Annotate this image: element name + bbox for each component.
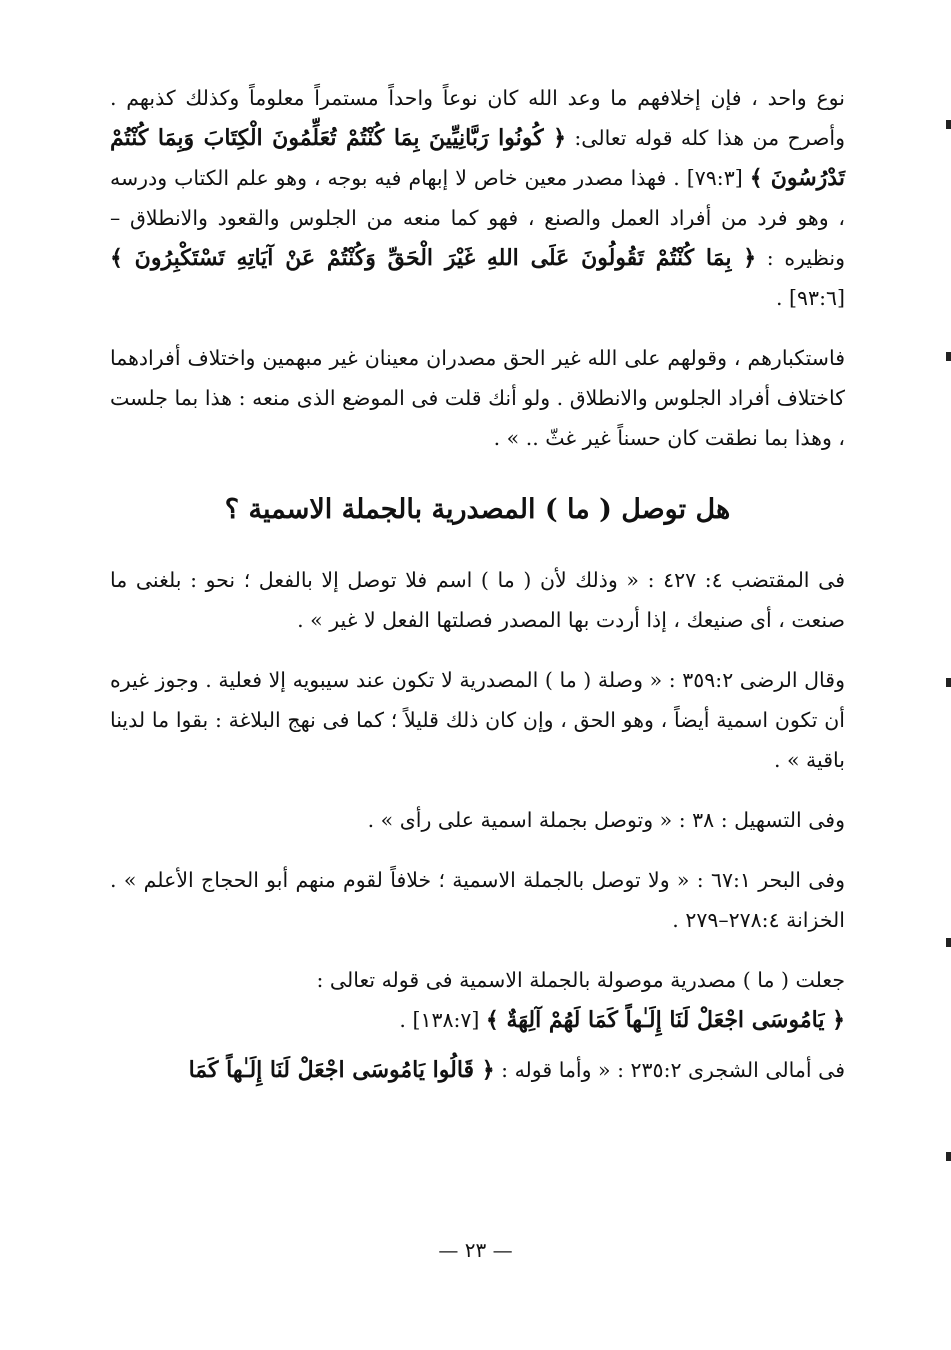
page-body xyxy=(110,78,845,1090)
margin-mark xyxy=(946,678,951,687)
margin-mark xyxy=(946,938,951,947)
paragraph-1 xyxy=(110,78,845,318)
quran-ref-1: [٧٩:٣] . xyxy=(666,166,743,190)
paragraph-2: فاستكبارهم ، وقولهم على الله غير الحق مصدران معينان غير مبهمين واختلاف أفرادهما كاختلاف أفراد الجلوس والانطلاق . ولو أنك قلت فى الموضع الذى منعه : هذا بما جلست ، وهذا بما نطقت كان حسناً غير غثّ .. » . xyxy=(110,346,845,450)
quran-ref-2: [٩٣:٦] . xyxy=(776,286,845,310)
quran-quote-4: ﴿ قَالُوا يَامُوسَى اجْعَلْ لَنَا إِلَـٰهاً كَمَا xyxy=(188,1057,495,1083)
quran-quote-3: ﴿ يَامُوسَى اجْعَلْ لَنَا إِلَـٰهاً كَمَا لَهُمْ آلِهَةٌ ﴾ xyxy=(485,1007,845,1033)
paragraph-4: وقال الرضى ٣٥٩:٢ : « وصلة ( ما ) المصدرية لا تكون عند سيبويه إلا فعلية . وجوز غيره أن تكون اسمية أيضاً ، وهو الحق ، وإن كان ذلك قليلاً ؛ كما فى نهج البلاغة : بقوا ما لدينا باقية » . xyxy=(110,668,845,772)
quran-quote-1: ﴿ كُونُوا رَبَّانِيِّينَ بِمَا كُنْتُمْ تُعَلِّمُونَ الْكِتَابَ وَبِمَا كُنْتُمْ تَدْرُسُونَ ﴾ xyxy=(110,125,845,191)
page-number: — ٢٣ — xyxy=(438,1238,513,1262)
quran-ref-3: [١٣٨:٧] . xyxy=(399,1008,480,1032)
section-heading: هل توصل ( ما ) المصدرية بالجملة الاسمية ؟ xyxy=(224,494,731,525)
p1-line3: فهذا مصدر معين خاص لا إبهام فيه بوجه ، وهو علم الكتاب ودرسه ، وهو فرد من أفراد العمل والصنع ، فهو كما منعه من الجلوس والقعود والانطلاق – ونظيره : xyxy=(110,166,845,270)
paragraph-5: وفى التسهيل : ٣٨ : « وتوصل بجملة اسمية على رأى » . xyxy=(367,808,845,832)
p8-line1: فى أمالى الشجرى ٢٣٥:٢ : « وأما قوله : xyxy=(494,1058,845,1082)
margin-mark xyxy=(946,120,951,129)
margin-mark xyxy=(946,352,951,361)
paragraph-7 xyxy=(110,960,845,1040)
quran-quote-2: ﴿ بِمَا كُنْتُمْ تَقُولُونَ عَلَى اللهِ غَيْرَ الْحَقِّ وَكُنْتُمْ عَنْ آيَاتِهِ تَسْتَكْبِرُونَ ﴾ xyxy=(110,245,757,271)
p7-line1: جعلت ( ما ) مصدرية موصولة بالجملة الاسمية فى قوله تعالى : xyxy=(316,968,845,992)
paragraph-3: فى المقتضب ٤: ٤٢٧ : « وذلك لأن ( ما ) اسم فلا توصل إلا بالفعل ؛ نحو : بلغنى ما صنعت ، أى صنيعك ، إذا أردت بها المصدر فصلتها الفعل لا غير » . xyxy=(110,568,845,632)
margin-mark xyxy=(946,1152,951,1161)
paragraph-8 xyxy=(110,1050,845,1090)
p1-line2: كذبهم . وأصرح من هذا كله قوله تعالى: xyxy=(110,86,845,150)
paragraph-6: وفى البحر ٦٧:١ : « ولا توصل بالجملة الاسمية ؛ خلافاً لقوم منهم أبو الحجاج الأعلم » . الخزانة ٢٧٨:٤–٢٧٩ . xyxy=(110,868,845,932)
p1-line1: نوع واحد ، فإن إخلافهم ما وعد الله كان نوعاً واحداً مستمراً معلوماً وكذلك xyxy=(185,86,845,110)
